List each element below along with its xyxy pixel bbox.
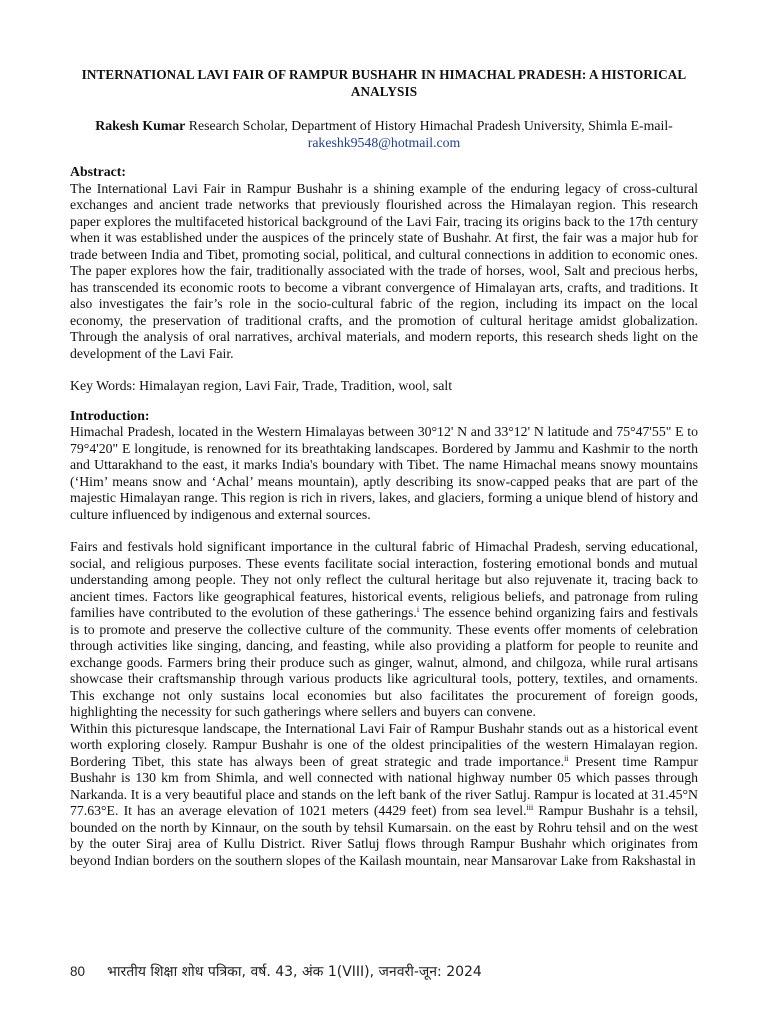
abstract-heading: Abstract:: [70, 164, 126, 179]
intro-paragraph-1: Himachal Pradesh, located in the Western Himalayas between 30°12' N and 33°12' N latitude and 75°47'55" E to 79°4'20" E longitude, is renowned for its breathtaking landscapes. Bordered by Jammu and Kashmir to the north and Uttarakhand to the east, it marks India's boundary with Tibet. The name Himachal means snowy mountains (‘Him’ means snow and ‘Achal’ means mountain), aptly describing its snow-capped peaks that are part of the majestic Himalayan range. This region is rich in rivers, lakes, and glaciers, forming a unique blend of history and culture influenced by indigenous and external sources.: [70, 424, 698, 522]
endnote-ref-ii[interactable]: ii: [564, 753, 569, 763]
author-name: Rakesh Kumar: [95, 118, 186, 133]
endnote-ref-i[interactable]: i: [416, 605, 420, 614]
intro-paragraph-3: [70, 721, 698, 870]
endnote-ref-iii[interactable]: iii: [526, 803, 534, 812]
paper-page: [70, 66, 698, 869]
author-line: [70, 117, 698, 151]
page-number: 80: [70, 964, 86, 979]
paragraph-2-text-a: Fairs and festivals hold significant importance in the cultural fabric of Himachal Pradesh, serving educational, social, and religious purposes. These events facilitate social interaction, fostering emotional bonds and mutual understanding among people. They not only reflect the cultural heritage but also rejuvenate it, tracing back to ancient times. Factors like geographical features, historical events, religious beliefs, and patronage from ruling families have contributed to the evolution of these gatherings.: [70, 539, 698, 620]
paragraph-gap: [70, 523, 698, 539]
paragraph-2-text-b: The essence behind organizing fairs and festivals is to promote and preserve the collective culture of the community. These events offer moments of celebration through activities like singing, dancing, and feasting, while also providing a platform for people to reunite and exchange goods. Farmers bring their produce such as ginger, walnut, almond, and chilgoza, while rural artisans showcase their craftsmanship through various products like agricultural tools, pottery, textiles, and ornaments. This exchange not only sustains local economies but also facilitates the procurement of foreign goods, highlighting the necessity for such gatherings where sellers and buyers can convene.: [70, 605, 698, 719]
page-footer: [70, 962, 698, 981]
introduction-heading: Introduction:: [70, 407, 150, 423]
paper-title: INTERNATIONAL LAVI FAIR OF RAMPUR BUSHAHR IN HIMACHAL PRADESH: A HISTORICAL ANALYSIS: [81, 67, 687, 99]
author-affiliation: Research Scholar, Department of History Himachal Pradesh University, Shimla E-mail-: [185, 118, 673, 133]
journal-citation: भारतीय शिक्षा शोध पत्रिका, वर्ष. 43, अंक 1(VIII), जनवरी-जून: 2024: [107, 964, 482, 980]
author-email-link[interactable]: rakeshk9548@hotmail.com: [307, 135, 461, 150]
abstract-text: The International Lavi Fair in Rampur Bushahr is a shining example of the enduring legacy of cross-cultural exchanges and ancient trade networks that previously flourished across the Himalayan region. This research paper explores the multifaceted historical background of the Lavi Fair, tracing its origins back to the 17th century when it was established under the auspices of the princely state of Bushahr. At first, the fair was a major hub for trade between India and Tibet, promoting social, political, and cultural connections in addition to economic ones. The paper explores how the fair, traditionally associated with the trade of horses, wool, Salt and precious herbs, has transcended its economic roots to become a vibrant convergence of Himalayan arts, crafts, and traditions. It also investigates the fair’s role in the socio-cultural fabric of the region, including its impact on the local economy, the preservation of traditional crafts, and the promotion of cultural heritage amidst globalization. Through the analysis of oral narratives, archival materials, and modern reports, this research sheds light on the development of the Lavi Fair.: [70, 180, 698, 361]
keywords: Key Words: Himalayan region, Lavi Fair, Trade, Tradition, wool, salt: [70, 378, 453, 393]
paragraph-3-text-b: Present time Rampur Bushahr is 130 km from Shimla, and well connected with national highway number 05 which passes through Narkanda. It is a very beautiful place and stands on the left bank of the river Satluj. Rampur is located at 31.45°N 77.63°E. It has an average elevation of 1021 meters (4429 feet) from sea level.: [70, 753, 699, 818]
paragraph-3-text-a: Within this picturesque landscape, the International Lavi Fair of Rampur Bushahr stands out as a historical event worth exploring closely. Rampur Bushahr is one of the oldest principalities of the western Himalayan region. Bordering Tibet, this state has always been of great strategic and trade importance.: [70, 720, 698, 769]
intro-paragraph-2: [70, 539, 698, 721]
paragraph-3-text-c: Rampur Bushahr is a tehsil, bounded on the north by Kinnaur, on the south by tehsil Kumarsain. on the east by Rohru tehsil and on the west by the outer Siraj area of Kullu District. River Satluj flows through Rampur Bushahr which originates from beyond Indian borders on the southern slopes of the Kailash mountain, near Mansarovar Lake from Rakshastal in: [70, 803, 698, 868]
